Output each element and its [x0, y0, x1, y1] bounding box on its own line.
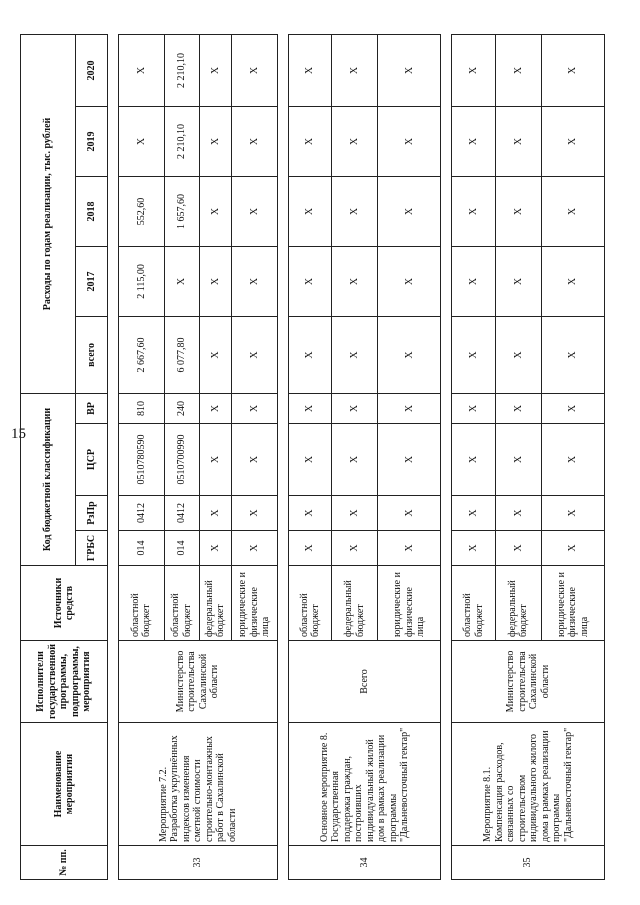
source-cell: областной бюджет: [164, 566, 199, 641]
separator-cell: [441, 34, 452, 879]
grbs-cell: 014: [118, 531, 164, 566]
y2020-cell: 2 210,10: [164, 34, 199, 106]
header-no: № пп.: [21, 846, 108, 880]
vr-cell: Х: [199, 393, 232, 423]
y2018-cell: Х: [495, 176, 541, 246]
y2017-cell: Х: [232, 246, 278, 316]
vr-cell: 810: [118, 393, 164, 423]
header-rzpr: РзПр: [76, 496, 108, 531]
header-grbs: ГРБС: [76, 531, 108, 566]
source-cell: юридические и физические лица: [232, 566, 278, 641]
header-2020: 2020: [76, 34, 108, 106]
csr-cell: Х: [232, 424, 278, 496]
group-separator: [108, 34, 119, 879]
total-cell: Х: [541, 316, 604, 393]
vr-cell: Х: [232, 393, 278, 423]
rzpr-cell: Х: [452, 496, 496, 531]
rzpr-cell: Х: [495, 496, 541, 531]
y2018-cell: Х: [288, 176, 332, 246]
row-number: 35: [452, 846, 605, 880]
source-cell: юридические и физические лица: [541, 566, 604, 641]
separator-cell: [108, 34, 119, 879]
table-row: [118, 34, 164, 879]
y2020-cell: Х: [332, 34, 378, 106]
csr-cell: Х: [288, 424, 332, 496]
page-number: 15: [11, 426, 26, 442]
y2019-cell: Х: [232, 106, 278, 176]
vr-cell: Х: [288, 393, 332, 423]
separator-cell: [277, 34, 288, 879]
grbs-cell: Х: [541, 531, 604, 566]
program-expenses-table: [20, 34, 605, 880]
rotated-table-sheet: [20, 35, 605, 880]
header-2017: 2017: [76, 246, 108, 316]
y2020-cell: Х: [495, 34, 541, 106]
source-cell: юридические и физические лица: [378, 566, 441, 641]
activity-name: Мероприятие 8.1. Компенсация расходов, связанных со строительством индивидуального жилого дома в рамках реализации программы "Дальневосточный гектар": [452, 723, 605, 846]
grbs-cell: 014: [164, 531, 199, 566]
table-row: [288, 34, 332, 879]
y2017-cell: 2 115,00: [118, 246, 164, 316]
vr-cell: 240: [164, 393, 199, 423]
csr-cell: Х: [452, 424, 496, 496]
y2018-cell: 552,60: [118, 176, 164, 246]
vr-cell: Х: [452, 393, 496, 423]
y2019-cell: Х: [452, 106, 496, 176]
source-cell: федеральный бюджет: [199, 566, 232, 641]
header-vr: ВР: [76, 393, 108, 423]
grbs-cell: Х: [378, 531, 441, 566]
vr-cell: Х: [332, 393, 378, 423]
total-cell: 6 077,80: [164, 316, 199, 393]
csr-cell: Х: [541, 424, 604, 496]
rzpr-cell: Х: [199, 496, 232, 531]
executor-name: Министерство строительства Сахалинской области: [118, 641, 277, 723]
y2018-cell: Х: [232, 176, 278, 246]
source-cell: областной бюджет: [452, 566, 496, 641]
source-cell: областной бюджет: [118, 566, 164, 641]
header-name: Наименование мероприятия: [21, 723, 108, 846]
y2020-cell: Х: [288, 34, 332, 106]
group-separator: [441, 34, 452, 879]
source-cell: областной бюджет: [288, 566, 332, 641]
total-cell: Х: [199, 316, 232, 393]
y2017-cell: Х: [541, 246, 604, 316]
y2017-cell: Х: [164, 246, 199, 316]
y2018-cell: Х: [541, 176, 604, 246]
y2019-cell: Х: [378, 106, 441, 176]
y2019-cell: 2 210,10: [164, 106, 199, 176]
rzpr-cell: 0412: [164, 496, 199, 531]
table-body: [108, 34, 605, 879]
rzpr-cell: Х: [378, 496, 441, 531]
y2019-cell: Х: [541, 106, 604, 176]
total-cell: Х: [288, 316, 332, 393]
y2020-cell: Х: [232, 34, 278, 106]
y2017-cell: Х: [452, 246, 496, 316]
y2017-cell: Х: [199, 246, 232, 316]
y2020-cell: Х: [452, 34, 496, 106]
y2018-cell: 1 657,60: [164, 176, 199, 246]
y2017-cell: Х: [332, 246, 378, 316]
csr-cell: Х: [199, 424, 232, 496]
header-2019: 2019: [76, 106, 108, 176]
executor-name: Министерство строительства Сахалинской области: [452, 641, 605, 723]
vr-cell: Х: [541, 393, 604, 423]
y2019-cell: Х: [495, 106, 541, 176]
y2019-cell: Х: [332, 106, 378, 176]
header-budget-code: Код бюджетной классификации: [21, 393, 76, 565]
group-separator: [277, 34, 288, 879]
rzpr-cell: Х: [332, 496, 378, 531]
header-2018: 2018: [76, 176, 108, 246]
y2019-cell: Х: [199, 106, 232, 176]
rzpr-cell: Х: [541, 496, 604, 531]
vr-cell: Х: [378, 393, 441, 423]
y2020-cell: Х: [378, 34, 441, 106]
rzpr-cell: 0412: [118, 496, 164, 531]
total-cell: Х: [495, 316, 541, 393]
y2018-cell: Х: [332, 176, 378, 246]
y2018-cell: Х: [452, 176, 496, 246]
header-csr: ЦСР: [76, 424, 108, 496]
csr-cell: 0510780590: [118, 424, 164, 496]
rzpr-cell: Х: [288, 496, 332, 531]
activity-name: Мероприятие 7.2. Разработка укрупнённых индексов изменения сметной стоимости строительно-монтажных работ в Сахалинской области: [118, 723, 277, 846]
total-cell: Х: [332, 316, 378, 393]
grbs-cell: Х: [232, 531, 278, 566]
y2019-cell: Х: [288, 106, 332, 176]
csr-cell: Х: [332, 424, 378, 496]
activity-name: Основное мероприятие 8. Государственная поддержка граждан, построивших индивидуальный жилой дом в рамках реализации программы "Дальневосточный гектар": [288, 723, 441, 846]
grbs-cell: Х: [495, 531, 541, 566]
y2017-cell: Х: [495, 246, 541, 316]
row-number: 34: [288, 846, 441, 880]
grbs-cell: Х: [288, 531, 332, 566]
table-row: [452, 34, 496, 879]
grbs-cell: Х: [199, 531, 232, 566]
y2020-cell: Х: [118, 34, 164, 106]
rzpr-cell: Х: [232, 496, 278, 531]
header-executor: Исполнители государственной программы, подпрограммы, мероприятия: [21, 641, 108, 723]
header-sources: Источники средств: [21, 566, 108, 641]
csr-cell: Х: [378, 424, 441, 496]
header-expenses: Расходы по годам реализации, тыс. рублей: [21, 34, 76, 393]
total-cell: Х: [452, 316, 496, 393]
y2017-cell: Х: [378, 246, 441, 316]
source-cell: федеральный бюджет: [495, 566, 541, 641]
y2017-cell: Х: [288, 246, 332, 316]
csr-cell: 0510700990: [164, 424, 199, 496]
grbs-cell: Х: [452, 531, 496, 566]
y2020-cell: Х: [199, 34, 232, 106]
total-cell: Х: [232, 316, 278, 393]
source-cell: федеральный бюджет: [332, 566, 378, 641]
y2019-cell: Х: [118, 106, 164, 176]
vr-cell: Х: [495, 393, 541, 423]
csr-cell: Х: [495, 424, 541, 496]
y2018-cell: Х: [199, 176, 232, 246]
y2018-cell: Х: [378, 176, 441, 246]
total-cell: 2 667,60: [118, 316, 164, 393]
grbs-cell: Х: [332, 531, 378, 566]
executor-name: Всего: [288, 641, 441, 723]
header-total: всего: [76, 316, 108, 393]
total-cell: Х: [378, 316, 441, 393]
y2020-cell: Х: [541, 34, 604, 106]
row-number: 33: [118, 846, 277, 880]
